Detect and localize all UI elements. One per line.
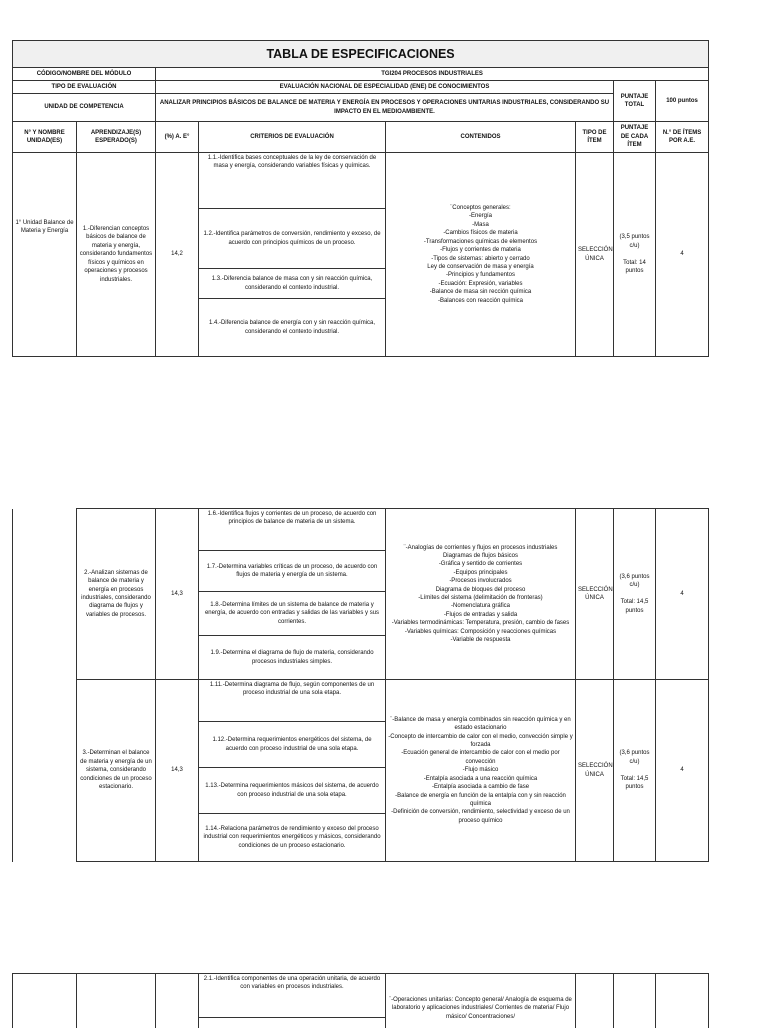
- block3-criterio-1: 1.11.-Determina diagrama de flujo, según componentes de un proceso industrial de una sola etapa.: [199, 680, 386, 722]
- modulo-label: CÓDIGO/NOMBRE DEL MÓDULO: [13, 68, 156, 81]
- block1-puntaje-item: (3,5 puntos c/u) Total: 14 puntos: [614, 153, 656, 357]
- block3-n-items: 4: [656, 680, 709, 862]
- block4-aprendizaje: [77, 974, 156, 1018]
- block1-tipo-item: SELECCIÓN ÚNICA: [576, 153, 614, 357]
- block1-n-items: 4: [656, 153, 709, 357]
- unidad-label: UNIDAD DE COMPETENCIA: [13, 94, 156, 122]
- block4-porcentaje: [156, 974, 199, 1018]
- block3-puntaje-item: (3,6 puntos c/u) Total: 14,5 puntos: [614, 680, 656, 862]
- block4-tipo-item: [576, 974, 614, 1018]
- col-contenidos: CONTENIDOS: [386, 122, 576, 153]
- specifications-table-page3: [12, 973, 709, 1028]
- block3-contenidos: ¨-Balance de masa y energía combinados sin reacción química y en estado estacionario -Concepto de intercambio de calor con el medio, convección simple y forzada -Ecuación general de intercambio de calor con el medio por convección -Flujo másico -Entalpía asociada a una reacción química -Entalpía asociada a cambio de fase -Balance de energía en función de la entalpía con y sin reacción química -Definición de conversión, rendimiento, selectividad y exceso de un proceso químico: [386, 680, 576, 862]
- col-unidad: N° Y NOMBRE UNIDAD(ES): [13, 122, 77, 153]
- puntaje-value: 100 puntos: [656, 81, 709, 122]
- block2-criterio-2: 1.7.-Determina variables críticas de un proceso, de acuerdo con flujos de materia y energía de un sistema.: [199, 551, 386, 592]
- block3-tipo-item: SELECCIÓN ÚNICA: [576, 680, 614, 862]
- block1-porcentaje: 14,2: [156, 153, 199, 357]
- block1-aprendizaje: 1.-Diferencian conceptos básicos de balance de materia y energía, considerando fundamentos físicos y químicos en operaciones y procesos industriales.: [77, 153, 156, 357]
- modulo-value: TGI204 PROCESOS INDUSTRIALES: [156, 68, 709, 81]
- col-puntaje-item: PUNTAJE DE CADA ÍTEM: [614, 122, 656, 153]
- block3-criterio-2: 1.12.-Determina requerimientos energéticos del sistema, de acuerdo con proceso industrial de una sola etapa.: [199, 722, 386, 768]
- block3-porcentaje: 14,3: [156, 680, 199, 862]
- block2-contenidos: ¨-Analogías de corrientes y flujos en procesos industriales Diagramas de flujos básicos -Gráfica y sentido de corrientes -Equipos principales -Procesos involucrados Diagrama de bloques del proceso -Límites del sistema (delimitación de fronteras) -Nomenclatura gráfica -Flujos de entradas y salida -Variables termodinámicas: Temperatura, presión, cambio de fases -Variables químicas: Composición y reacciones químicas -Variable de respuesta: [386, 509, 576, 680]
- block2-criterio-4: 1.9.-Determina el diagrama de flujo de materia, considerando procesos industriales simples.: [199, 636, 386, 680]
- block4-criterio-1: 2.1.-Identifica componentes de una operación unitaria, de acuerdo con variables en procesos industriales.: [199, 974, 386, 1018]
- block2-aprendizaje: 2.-Analizan sistemas de balance de materia y energía en procesos industriales, considerando diagrama de flujos y variables de procesos.: [77, 509, 156, 680]
- block1-criterio-1: 1.1.-Identifica bases conceptuales de la ley de conservación de masa y energía, considerando variables físicas y químicas.: [199, 153, 386, 209]
- block3-aprendizaje: 3.-Determinan el balance de materia y energía de un sistema, considerando condiciones de un proceso estacionario.: [77, 680, 156, 862]
- block2-puntaje-item: (3,6 puntos c/u) Total: 14,5 puntos: [614, 509, 656, 680]
- col-porcentaje: (%) A. E°: [156, 122, 199, 153]
- block4-n-items: [656, 974, 709, 1018]
- block1-unidad: 1° Unidad Balance de Materia y Energía: [13, 153, 77, 357]
- block2-criterio-1: 1.6.-Identifica flujos y corrientes de un proceso, de acuerdo con principios de balance de materia de un sistema.: [199, 509, 386, 551]
- block2-n-items: 4: [656, 509, 709, 680]
- block4-contenidos: ¨-Operaciones unitarias: Concepto general/ Analogía de esquema de laboratorio y aplicaciones industriales/ Corrientes de materia/ Flujo másico/ Concentraciones/: [386, 974, 576, 1028]
- block1-contenidos: ¨Conceptos generales: -Energía -Masa -Cambios físicos de materia -Transformaciones químicas de elementos -Flujos y corrientes de materia -Tipos de sistemas: abierto y cerrado Ley de conservación de masa y energía -Principios y fundamentos -Ecuación: Expresión, variables -Balance de masa sin rección química -Balances con reacción química: [386, 153, 576, 357]
- tipo-value: EVALUACIÓN NACIONAL DE ESPECIALIDAD (ENE) DE CONOCIMIENTOS: [156, 81, 614, 94]
- specifications-table-page2: [12, 508, 709, 862]
- page2-unidad-continuation: [13, 509, 77, 862]
- unidad-value: ANALIZAR PRINCIPIOS BÁSICOS DE BALANCE DE MATERIA Y ENERGÍA EN PROCESOS Y OPERACIONES UNITARIAS INDUSTRIALES, CONSIDERANDO SU IMPACTO EN EL MEDIOAMBIENTE.: [156, 94, 614, 122]
- block1-criterio-4: 1.4.-Diferencia balance de energía con y sin reacción química, considerando el contexto industrial.: [199, 299, 386, 357]
- block3-criterio-3: 1.13.-Determina requerimientos másicos del sistema, de acuerdo con proceso industrial de una sola etapa.: [199, 768, 386, 814]
- block2-tipo-item: SELECCIÓN ÚNICA: [576, 509, 614, 680]
- block2-porcentaje: 14,3: [156, 509, 199, 680]
- block1-criterio-3: 1.3.-Diferencia balance de masa con y sin reacción química, considerando el contexto industrial.: [199, 269, 386, 299]
- col-criterios: CRITERIOS DE EVALUACIÓN: [199, 122, 386, 153]
- col-n-items: N.° DE ÍTEMS POR A.E.: [656, 122, 709, 153]
- col-tipo-item: TIPO DE ÍTEM: [576, 122, 614, 153]
- block1-criterio-2: 1.2.-Identifica parámetros de conversión, rendimiento y exceso, de acuerdo con principios químicos de un proceso.: [199, 209, 386, 269]
- puntaje-label: PUNTAJE TOTAL: [614, 81, 656, 122]
- col-aprendizaje: APRENDIZAJE(S) ESPERADO(S): [77, 122, 156, 153]
- block4-unidad: [13, 974, 77, 1018]
- page-title: TABLA DE ESPECIFICACIONES: [13, 41, 709, 68]
- specifications-table-header: [12, 40, 709, 357]
- block3-criterio-4: 1.14.-Relaciona parámetros de rendimiento y exceso del proceso industrial con requerimientos energéticos y másicos, considerando condiciones de un proceso estacionario.: [199, 814, 386, 862]
- block4-puntaje-item: [614, 974, 656, 1018]
- block2-criterio-3: 1.8.-Determina límites de un sistema de balance de materia y energía, de acuerdo con entradas y salidas de las variables y sus corrientes.: [199, 592, 386, 636]
- tipo-label: TIPO DE EVALUACIÓN: [13, 81, 156, 94]
- block4-criterio-2: [199, 1018, 386, 1028]
